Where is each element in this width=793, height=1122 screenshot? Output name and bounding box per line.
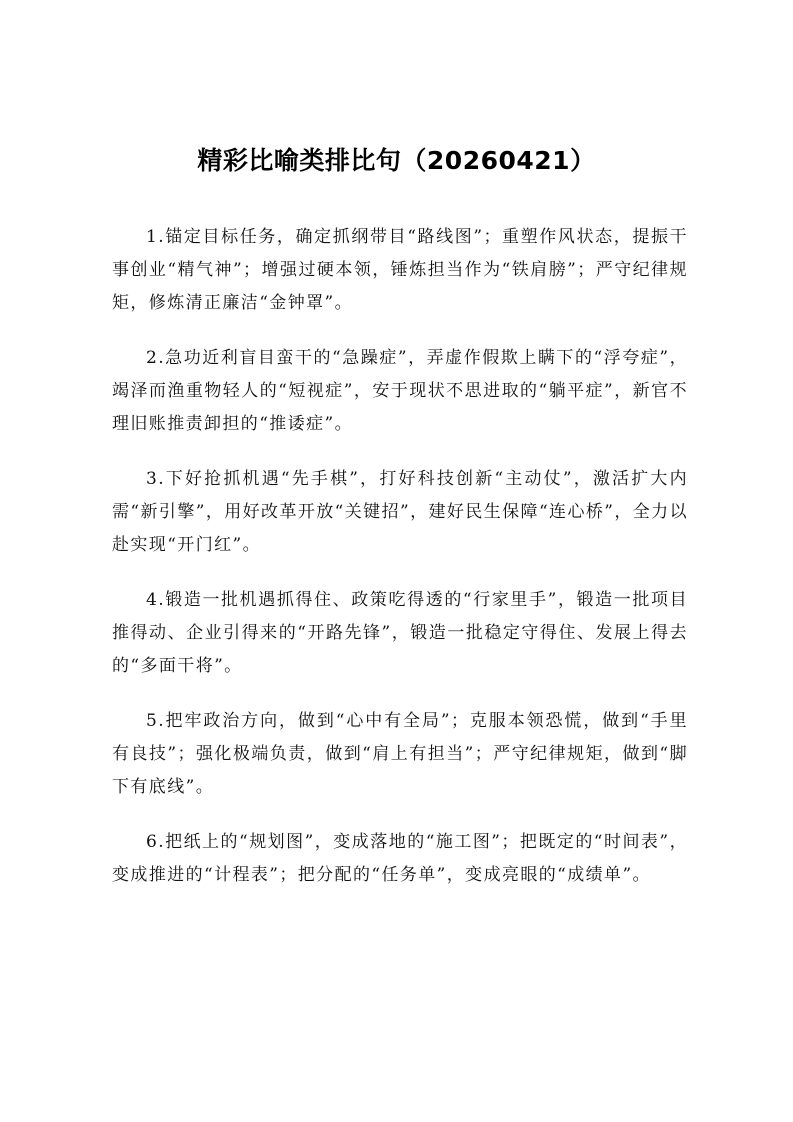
paragraph-4: 4.锻造一批机遇抓得住、政策吃得透的“行家里手”，锻造一批项目推得动、企业引得来的“开路先锋”，锻造一批稳定守得住、发展上得去的“多面干将”。 <box>112 590 688 676</box>
paragraph-1: 1.锚定目标任务，确定抓纲带目“路线图”；重塑作风状态，提振干事创业“精气神”；增强过硬本领，锤炼担当作为“铁肩膀”；严守纪律规矩，修炼清正廉洁“金钟罩”。 <box>112 227 688 313</box>
document-title: 精彩比喻类排比句（20260421） <box>197 146 596 175</box>
document-body <box>112 221 688 914</box>
paragraph-2: 2.急功近利盲目蛮干的“急躁症”，弄虚作假欺上瞒下的“浮夸症”，竭泽而渔重物轻人的“短视症”，安于现状不思进取的“躺平症”，新官不理旧账推责卸担的“推诿症”。 <box>112 348 688 434</box>
paragraph-3: 3.下好抢抓机遇“先手棋”，打好科技创新“主动仗”，激活扩大内需“新引擎”，用好改革开放“关键招”，建好民生保障“连心桥”，全力以赴实现“开门红”。 <box>112 469 688 555</box>
paragraph-5: 5.把牢政治方向，做到“心中有全局”；克服本领恐慌，做到“手里有良技”；强化极端负责，做到“肩上有担当”；严守纪律规矩，做到“脚下有底线”。 <box>112 711 688 797</box>
paragraph-6: 6.把纸上的“规划图”，变成落地的“施工图”；把既定的“时间表”，变成推进的“计程表”；把分配的“任务单”，变成亮眼的“成绩单”。 <box>112 832 688 885</box>
